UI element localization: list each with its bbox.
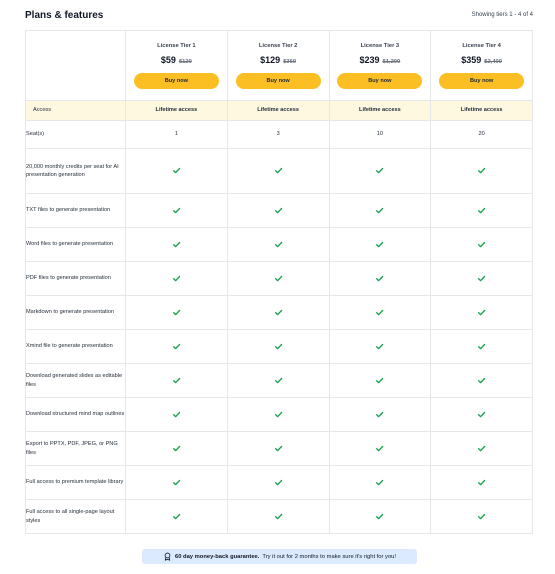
seat-count: 10 (329, 121, 431, 149)
feature-included-cell (431, 432, 533, 466)
tier-original-price: $1,200 (382, 58, 401, 65)
feature-included-cell (329, 296, 431, 330)
feature-included-cell (126, 262, 228, 296)
feature-row (26, 466, 533, 500)
tier-header-row (26, 31, 533, 101)
feature-included-cell (329, 149, 431, 194)
seat-count: 3 (227, 121, 329, 149)
seats-row (26, 121, 533, 149)
tier-original-price: $360 (283, 58, 297, 65)
access-value: Lifetime access (227, 101, 329, 121)
feature-included-cell (227, 194, 329, 228)
tier-2-header (227, 31, 329, 101)
feature-included-cell (227, 398, 329, 432)
feature-label: Full access to premium template library (26, 466, 126, 500)
feature-row (26, 364, 533, 398)
check-icon (375, 166, 384, 175)
check-icon (172, 342, 181, 351)
check-icon (477, 478, 486, 487)
feature-included-cell (329, 364, 431, 398)
feature-included-cell (431, 296, 533, 330)
page-title: Plans & features (25, 9, 104, 21)
check-icon (172, 308, 181, 317)
feature-included-cell (126, 500, 228, 534)
feature-label: Word files to generate presentation (26, 228, 126, 262)
check-icon (375, 274, 384, 283)
feature-included-cell (227, 296, 329, 330)
plans-header (25, 8, 533, 22)
access-value: Lifetime access (431, 101, 533, 121)
check-icon (375, 240, 384, 249)
check-icon (477, 512, 486, 521)
feature-included-cell (126, 296, 228, 330)
buy-now-button-tier-2[interactable]: Buy now (236, 73, 321, 89)
tier-4-header (431, 31, 533, 101)
check-icon (172, 512, 181, 521)
check-icon (274, 240, 283, 249)
check-icon (477, 274, 486, 283)
feature-included-cell (431, 262, 533, 296)
check-icon (172, 206, 181, 215)
feature-row (26, 262, 533, 296)
check-icon (172, 240, 181, 249)
check-icon (274, 444, 283, 453)
feature-included-cell (227, 500, 329, 534)
check-icon (172, 376, 181, 385)
feature-label: Export to PPTX, PDF, JPEG, or PNG files (26, 432, 126, 466)
check-icon (274, 308, 283, 317)
feature-included-cell (431, 466, 533, 500)
seat-count: 20 (431, 121, 533, 149)
tier-price: $239 (359, 54, 380, 65)
tier-pager-text: Showing tiers 1 - 4 of 4 (471, 12, 533, 18)
feature-label: PDF files to generate presentation (26, 262, 126, 296)
buy-now-button-tier-1[interactable]: Buy now (134, 73, 219, 89)
feature-included-cell (431, 149, 533, 194)
feature-included-cell (126, 364, 228, 398)
money-back-guarantee-banner (142, 549, 417, 564)
feature-label: Download generated slides as editable files (26, 364, 126, 398)
feature-row (26, 500, 533, 534)
feature-row (26, 432, 533, 466)
check-icon (172, 166, 181, 175)
access-row (26, 101, 533, 121)
feature-included-cell (329, 398, 431, 432)
tier-name: License Tier 3 (360, 43, 400, 50)
tier-price: $359 (461, 54, 482, 65)
feature-label: TXT files to generate presentation (26, 194, 126, 228)
check-icon (375, 444, 384, 453)
feature-included-cell (227, 432, 329, 466)
buy-now-button-tier-4[interactable]: Buy now (439, 73, 524, 89)
feature-label: Download structured mind map outlines (26, 398, 126, 432)
check-icon (274, 342, 283, 351)
feature-included-cell (227, 228, 329, 262)
check-icon (274, 478, 283, 487)
plans-comparison-table (25, 30, 533, 534)
check-icon (274, 376, 283, 385)
feature-label: Full access to all single-page layout styles (26, 500, 126, 534)
check-icon (172, 410, 181, 419)
access-value: Lifetime access (329, 101, 431, 121)
feature-included-cell (329, 330, 431, 364)
check-icon (477, 410, 486, 419)
feature-included-cell (227, 330, 329, 364)
feature-row (26, 330, 533, 364)
check-icon (477, 240, 486, 249)
buy-now-button-tier-3[interactable]: Buy now (337, 73, 422, 89)
guarantee-bold-text: 60 day money-back guarantee. (174, 553, 260, 560)
check-icon (375, 410, 384, 419)
check-icon (274, 512, 283, 521)
check-icon (375, 512, 384, 521)
feature-included-cell (227, 262, 329, 296)
feature-included-cell (329, 228, 431, 262)
feature-label: Seat(s) (26, 121, 126, 149)
check-icon (375, 206, 384, 215)
feature-included-cell (431, 194, 533, 228)
feature-included-cell (227, 149, 329, 194)
header-empty-cell (26, 31, 126, 101)
check-icon (274, 166, 283, 175)
tier-name: License Tier 1 (157, 43, 196, 50)
tier-1-header (126, 31, 228, 101)
feature-included-cell (431, 364, 533, 398)
check-icon (375, 376, 384, 385)
feature-included-cell (329, 194, 431, 228)
check-icon (477, 342, 486, 351)
check-icon (477, 166, 486, 175)
check-icon (477, 376, 486, 385)
feature-included-cell (329, 432, 431, 466)
feature-row (26, 398, 533, 432)
check-icon (274, 206, 283, 215)
feature-included-cell (126, 398, 228, 432)
feature-included-cell (126, 330, 228, 364)
feature-label: Access (26, 101, 126, 121)
feature-included-cell (126, 432, 228, 466)
tier-3-header (329, 31, 431, 101)
access-value: Lifetime access (126, 101, 228, 121)
feature-included-cell (329, 262, 431, 296)
check-icon (477, 308, 486, 317)
check-icon (375, 342, 384, 351)
feature-label: 20,000 monthly credits per seat for AI presentation generation (26, 149, 126, 194)
feature-included-cell (431, 398, 533, 432)
feature-label: Xmind file to generate presentation (26, 330, 126, 364)
feature-included-cell (126, 194, 228, 228)
tier-original-price: $2,400 (484, 58, 502, 65)
feature-included-cell (227, 466, 329, 500)
feature-row (26, 228, 533, 262)
guarantee-text: Try it out for 2 months to make sure it's right for you! (262, 553, 397, 560)
award-badge-icon (163, 552, 172, 561)
tier-name: License Tier 2 (258, 43, 298, 50)
feature-row (26, 149, 533, 194)
feature-included-cell (431, 330, 533, 364)
seat-count: 1 (126, 121, 228, 149)
feature-included-cell (126, 149, 228, 194)
feature-included-cell (329, 466, 431, 500)
check-icon (172, 274, 181, 283)
feature-row (26, 296, 533, 330)
check-icon (477, 206, 486, 215)
check-icon (274, 410, 283, 419)
feature-included-cell (227, 364, 329, 398)
tier-original-price: $120 (178, 58, 192, 65)
check-icon (274, 274, 283, 283)
tier-price: $129 (260, 54, 281, 65)
feature-included-cell (126, 466, 228, 500)
check-icon (477, 444, 486, 453)
check-icon (375, 478, 384, 487)
check-icon (172, 444, 181, 453)
feature-included-cell (431, 500, 533, 534)
feature-row (26, 194, 533, 228)
feature-included-cell (431, 228, 533, 262)
tier-name: License Tier 4 (462, 43, 501, 50)
check-icon (172, 478, 181, 487)
tier-price: $59 (160, 54, 176, 65)
feature-label: Markdown to generate presentation (26, 296, 126, 330)
feature-included-cell (126, 228, 228, 262)
check-icon (375, 308, 384, 317)
feature-included-cell (329, 500, 431, 534)
